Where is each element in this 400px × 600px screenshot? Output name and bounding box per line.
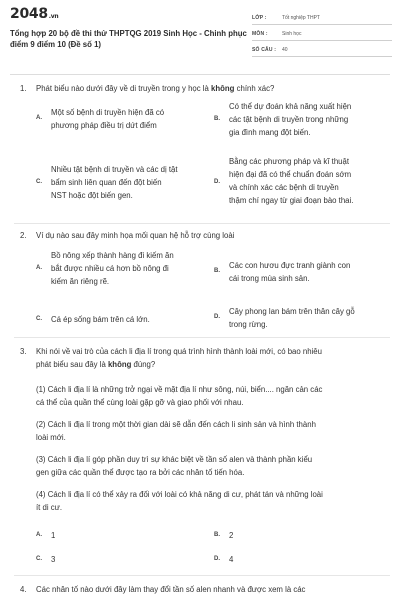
site-logo[interactable]: 2048.vn: [10, 6, 59, 22]
meta-value: 40: [282, 47, 288, 53]
option-label: D.: [214, 179, 220, 185]
document-title: Tổng hợp 20 bộ đề thi thử THPTQG 2019 Sinh Học - Chinh phục điểm 9 điểm 10 (Đề số 1): [10, 29, 247, 49]
question-2: [20, 229, 392, 243]
option-label: D.: [214, 314, 220, 320]
option-label: A.: [36, 532, 42, 538]
statement-4: (4) Cách li địa lí có thể xảy ra đối với loài có khả năng di cư, phát tán và những loài ít di cư.: [36, 490, 323, 512]
question-divider: [14, 575, 390, 576]
question-divider: [14, 223, 390, 224]
meta-value: Sinh học: [282, 31, 302, 37]
question-1: [20, 82, 392, 96]
question-3: [20, 345, 392, 373]
question-divider: [14, 337, 390, 338]
statement-2: (2) Cách li địa lí trong một thời gian dài sẽ dẫn đến cách li sinh sản và hình thành loài mới.: [36, 420, 316, 442]
document-meta: [252, 12, 392, 60]
option-label: B.: [214, 268, 220, 274]
statement-3: (3) Cách li địa lí góp phần duy trì sự khác biệt về tần số alen và thành phần kiểu gen giữa các quần thể được tạo ra bởi các nhân tố tiến hóa.: [36, 455, 313, 477]
question-text: Khi nói về vai trò của cách li địa lí trong quá trình hình thành loài mới, có bao nhiêu phát biểu sau đây là không đúng?: [36, 347, 322, 369]
meta-row-question-count: [252, 44, 392, 57]
question-text: Các nhân tố nào dưới đây làm thay đổi tần số alen nhanh và được xem là các: [36, 585, 306, 594]
document-header: [0, 0, 400, 72]
meta-key: SỐ CÂU :: [252, 47, 277, 53]
meta-row-class: [252, 12, 392, 25]
meta-row-subject: [252, 28, 392, 41]
option-label: A.: [36, 265, 42, 271]
statement-1: (1) Cách li địa lí là những trở ngại về mặt địa lí như sông, núi, biển.... ngăn cản các cá thể của quần thể cùng loài gặp gỡ và giao phối với nhau.: [36, 385, 323, 407]
option-label: C.: [36, 179, 42, 185]
meta-key: MÔN :: [252, 31, 268, 37]
question-number: 3.: [20, 347, 27, 356]
meta-key: LỚP :: [252, 15, 267, 21]
option-label: B.: [214, 532, 220, 538]
question-4: [20, 583, 392, 597]
option-label: C.: [36, 316, 42, 322]
option-label: B.: [214, 116, 220, 122]
question-text: Ví dụ nào sau đây minh họa mối quan hệ hỗ trợ cùng loài: [36, 231, 235, 240]
option-label: D.: [214, 556, 220, 562]
meta-value: Tốt nghiệp THPT: [282, 15, 320, 21]
question-number: 2.: [20, 231, 27, 240]
option-label: A.: [36, 115, 42, 121]
option-label: C.: [36, 556, 42, 562]
question-number: 1.: [20, 84, 27, 93]
question-number: 4.: [20, 585, 27, 594]
header-divider: [10, 74, 390, 75]
question-text: Phát biểu nào dưới đây về di truyền trong y học là không chính xác?: [36, 84, 275, 93]
